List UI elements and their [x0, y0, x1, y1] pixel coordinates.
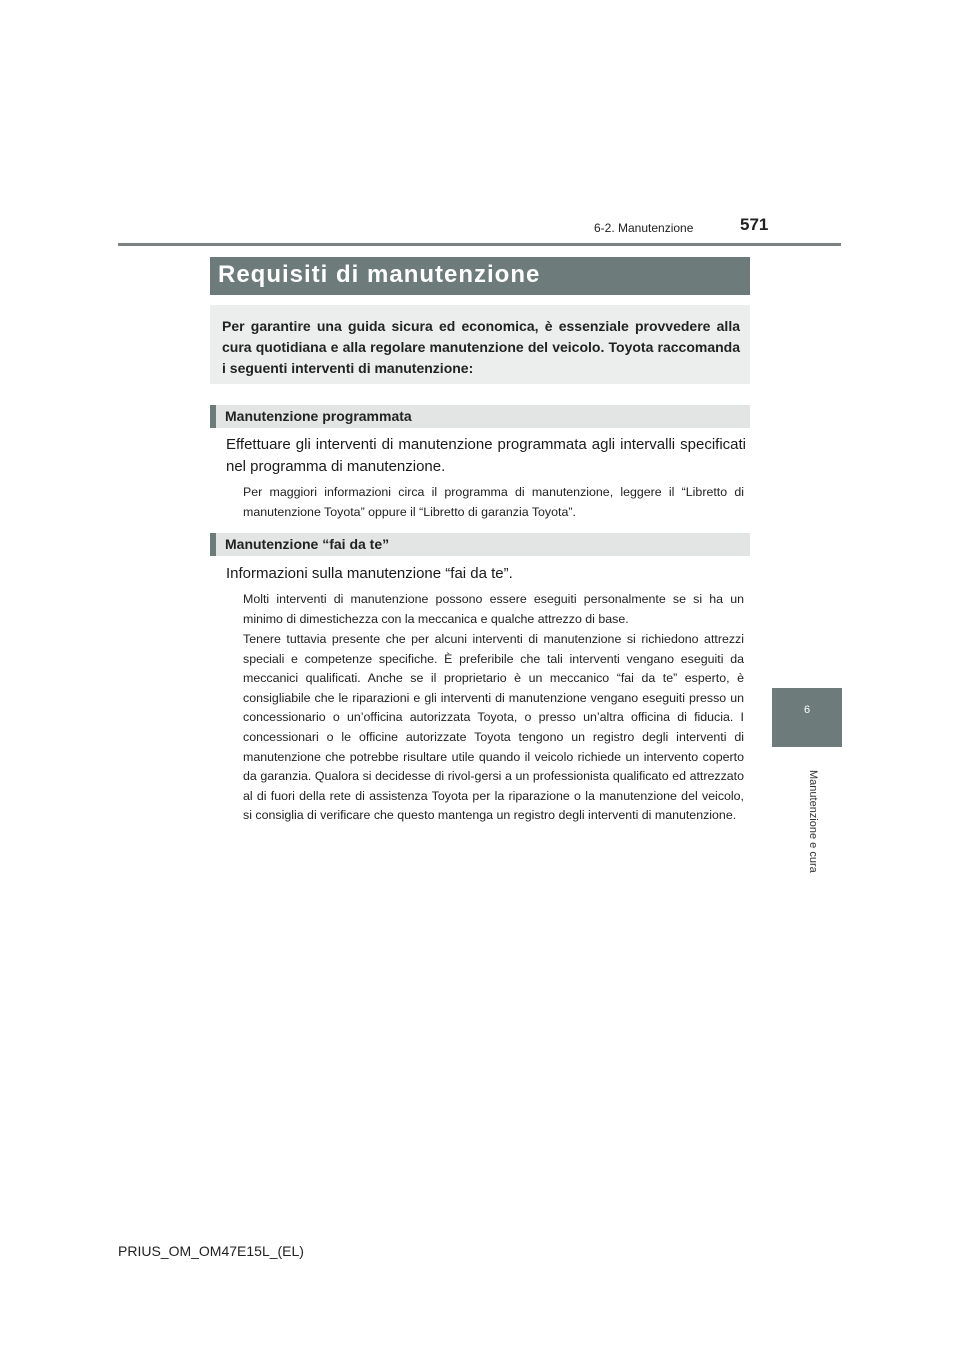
page-title: Requisiti di manutenzione: [218, 261, 541, 288]
intro-box: [210, 305, 750, 384]
header-divider: [118, 243, 841, 246]
chapter-label: Manutenzione e cura: [807, 770, 819, 873]
section-lead: Effettuare gli interventi di manutenzione programmata agli intervalli specificati nel programma di manutenzione.: [226, 436, 746, 475]
document-code: PRIUS_OM_OM47E15L_(EL): [118, 1243, 304, 1259]
section-paragraph: Tenere tuttavia presente che per alcuni interventi di manutenzione si richiedono attrezzi speciali e competenze specifiche. È preferibile che tali interventi vengano eseguiti da meccanici qualificati. Anche se il proprietario è un meccanico “fai da te” esperto, è consigliabile che le riparazioni e gli interventi di manutenzione vengano eseguiti presso un concessionario o un’officina autorizzata Toyota, o presso un’altra officina di fiducia. I concessionari o le officine autorizzate Toyota tengono un registro degli interventi di manutenzione che potrebbe risultare utile quando il veicolo richiede un intervento coperto da garanzia. Qualora si decidesse di rivol-gersi a un professionista qualificato ed attrezzato al di fuori della rete di assistenza Toyota per la riparazione o la manutenzione del veicolo, si consiglia di verificare che questo mantenga un registro degli interventi di manutenzione.: [243, 632, 744, 823]
intro-text: Per garantire una guida sicura ed economica, è essenziale provvedere alla cura quotidiana e alla regolare manutenzione del veicolo. Toyota raccomanda i seguenti interventi di manutenzione:: [222, 318, 740, 376]
page-number: 571: [740, 215, 769, 234]
page-title-bar: [210, 257, 750, 295]
chapter-number: 6: [803, 704, 811, 716]
section-marker: [210, 533, 216, 556]
section-paragraph: Per maggiori informazioni circa il programma di manutenzione, leggere il “Libretto di manutenzione Toyota” oppure il “Libretto di garanzia Toyota”.: [243, 485, 744, 519]
section-lead: Informazioni sulla manutenzione “fai da te”.: [226, 565, 513, 582]
section-heading-scheduled: [210, 405, 750, 428]
section-heading-label: Manutenzione “fai da te”: [225, 536, 390, 552]
section-heading-diy: [210, 533, 750, 556]
header-section-label: 6-2. Manutenzione: [594, 221, 694, 235]
section-marker: [210, 405, 216, 428]
section-heading-label: Manutenzione programmata: [225, 408, 412, 424]
section-paragraph: Molti interventi di manutenzione possono essere eseguiti personalmente se si ha un minimo di dimestichezza con la meccanica e qualche attrezzo di base.: [243, 592, 744, 626]
chapter-tab: [772, 688, 842, 747]
